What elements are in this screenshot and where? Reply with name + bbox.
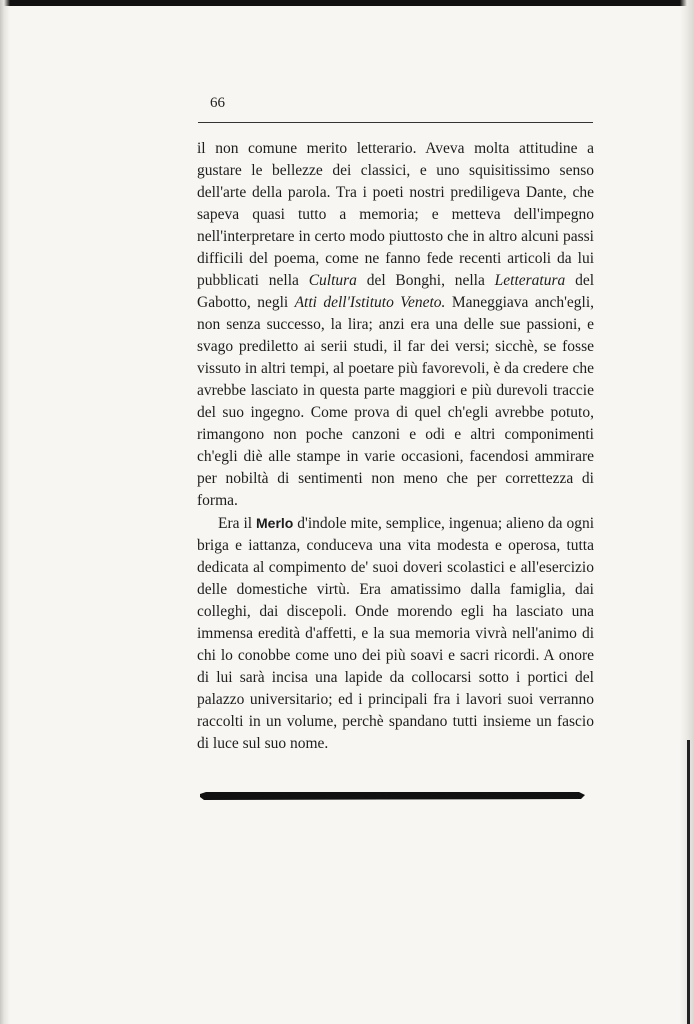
title-letteratura: Letteratura [494,272,566,289]
end-ornament-rule [200,791,585,801]
paragraph-1-mid2: del Gabotto, negli [197,272,595,311]
header-rule [198,122,593,123]
paragraph-2 [197,512,594,755]
surname-merlo: Merlo [256,515,294,531]
page-number: 66 [210,95,225,111]
paragraph-2-text: d'indole mite, semplice, ingenua; alieno da ogni briga e iattanza, conduceva una vita modesta e operosa, tutta dedicata al compimento de' suoi doveri scolastici e all'esercizio delle domestiche virtù. Era amatissimo dalla famiglia, dai colleghi, dai discepoli. Onde morendo egli ha lasciato una immensa eredità d'affetti, e la sua memoria vivrà nell'animo di chi lo conobbe come uno dei più soavi e sacri ricordi. A onore di lui sarà incisa una lapide da collocarsi sotto i portici del palazzo universitario; ed i principali fra i lavori suoi verranno raccolti in un volume, perchè spandano tutti insieme un fascio di luce sul suo nome. [197,515,594,752]
paragraph-1-text: il non comune merito letterario. Aveva molta attitudine a gustare le bellezze dei classici, e uno squisitissimo senso dell'arte della parola. Tra i poeti nostri prediligeva Dante, che sapeva quasi tutto a memoria; e metteva dell'impegno nell'interpretare in certo modo piuttosto che in altro alcuni passi difficili del poema, come ne fanno fede recenti articoli da lui pubblicati nella [197,140,594,289]
binding-shadow [687,740,690,1024]
paragraph-1-mid1: del Bonghi, nella [356,272,495,289]
page-left-edge [0,0,10,1024]
page-top-edge [0,0,694,6]
paragraph-1-rest: Maneggiava anch'egli, non senza successo, la lira; anzi era una delle sue passioni, e svago prediletto ai serii studi, il far dei versi; sicchè, se fosse vissuto in altri tempi, al poetare più favorevoli, è da credere che avrebbe lasciato in questa parte maggiori e più durevoli traccie del suo ingegno. Come prova di quel ch'egli avrebbe potuto, rimangono non poche canzoni e odi e altri componimenti ch'egli diè alle stampe in varie occasioni, facendosi ammirare per nobiltà di sentimenti non meno che per correttezza di forma. [197,294,594,509]
title-atti: Atti dell'Istituto Veneto. [294,294,446,311]
paragraph-2-lead: Era il [218,515,256,532]
title-cultura: Cultura [308,272,357,289]
body-text [197,138,594,755]
paragraph-1 [197,138,594,512]
